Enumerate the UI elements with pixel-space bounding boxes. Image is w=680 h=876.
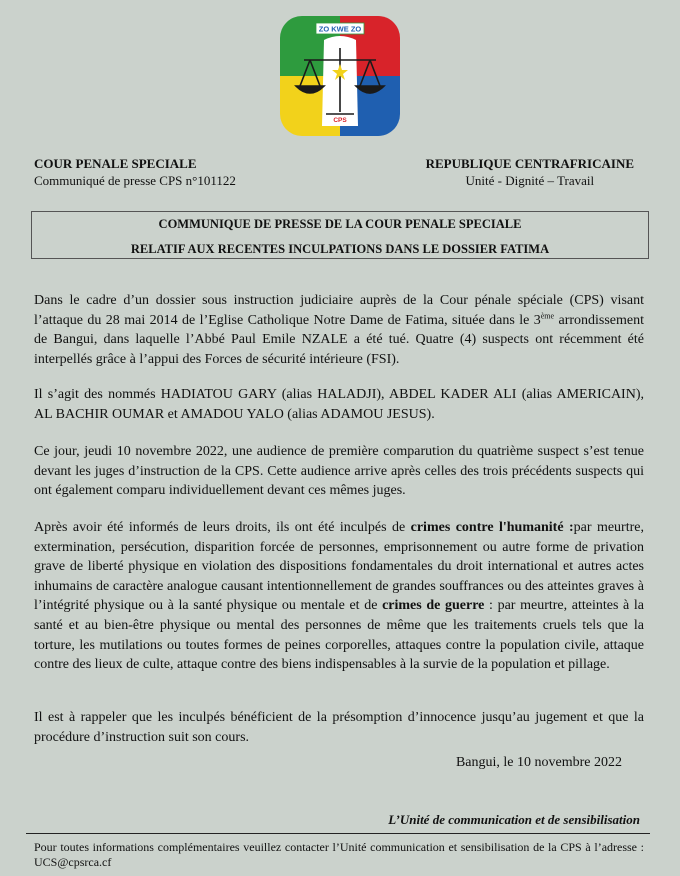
paragraph-4-part-a: Après avoir été informés de leurs droits, ils ont été inculpés de — [34, 520, 411, 535]
paragraph-4 — [34, 518, 644, 675]
paragraph-4-part-d: : par meurtre, atteintes à la santé et au bien-être physique ou mental des personnes de même que les traitements cruels tels que la torture, les mutilations ou toutes formes de peines corporelles, attaques contre la population civile, attaque contre des lieux de culte, attaque contre des biens indispensables à la survie de la population et pillage. — [34, 598, 645, 673]
paragraph-1-part-b: arrondissement de Bangui, dans laquelle l’Abbé Paul Emile NZALE a été tué. Quatre (4) suspects ont récemment été interpellés grâce à l’appui des Forces de sécurité intérieure (FSI). — [34, 312, 645, 367]
charge-crimes-against-humanity: crimes contre l'humanité : — [410, 520, 574, 535]
signature-unit: L’Unité de communication et de sensibilisation — [388, 812, 640, 827]
release-reference: Communiqué de presse CPS n°101122 — [34, 173, 236, 188]
paragraph-3: Ce jour, jeudi 10 novembre 2022, une audience de première comparution du quatrième suspect s’est tenue devant les juges d’instruction de la CPS. Cette audience arrive après celles des trois précédents suspects qui ont également comparu individuellement devant ces mêmes juges. — [34, 444, 644, 499]
header-right — [426, 155, 634, 189]
country-name: REPUBLIQUE CENTRAFRICAINE — [425, 156, 634, 171]
paragraph-1 — [34, 291, 644, 369]
paragraph-2: Il s’agit des nommés HADIATOU GARY (alias HALADJI), ABDEL KADER ALI (alias AMERICAIN), AL BACHIR OUMAR et AMADOU YALO (alias ADAMOU JESUS). — [34, 387, 644, 422]
title-box — [31, 211, 649, 259]
title-line-1: COMMUNIQUE DE PRESSE DE LA COUR PENALE SPECIALE — [158, 217, 522, 231]
paragraph-5: Il est à rappeler que les inculpés bénéficient de la présomption d’innocence jusqu’au jugement et que la procédure d’instruction suit son cours. — [34, 710, 644, 745]
header-left — [34, 155, 236, 189]
footer-divider — [26, 833, 650, 834]
issuer-name: COUR PENALE SPECIALE — [34, 156, 197, 171]
footer-contact: Pour toutes informations complémentaires veuillez contacter l’Unité communication et sensibilisation de la CPS à l’adresse : UCS@cpsrca.cf — [34, 840, 644, 869]
ordinal-suffix: ème — [540, 310, 555, 320]
cps-logo — [278, 14, 402, 138]
charge-war-crimes: crimes de guerre — [382, 598, 485, 614]
paragraph-4-part-c: par meurtre, extermination, persécution, disparition forcée de personnes, emprisonnement ou autre forme de privation grave de liberté physique en violation des dispositions fondamentales du droit international et autres actes inhumains de caractère analogue causant intentionnellement de grandes souffrances ou des atteintes graves à l’intégrité physique ou à la santé physique ou mentale et de — [34, 520, 644, 614]
title-line-2: RELATIF AUX RECENTES INCULPATIONS DANS LE DOSSIER FATIMA — [130, 242, 550, 256]
place-and-date: Bangui, le 10 novembre 2022 — [455, 755, 622, 770]
logo-ribbon-text: ZO KWE ZO — [318, 24, 362, 34]
national-motto: Unité - Dignité – Travail — [465, 173, 595, 188]
paragraph-1-part-a: Dans le cadre d’un dossier sous instruction judiciaire auprès de la Cour pénale spéciale (CPS) visant l’attaque du 28 mai 2014 de l’Eglise Catholique Notre Dame de Fatima, située dans le 3 — [34, 293, 644, 328]
logo-initials: CPS — [333, 117, 347, 124]
